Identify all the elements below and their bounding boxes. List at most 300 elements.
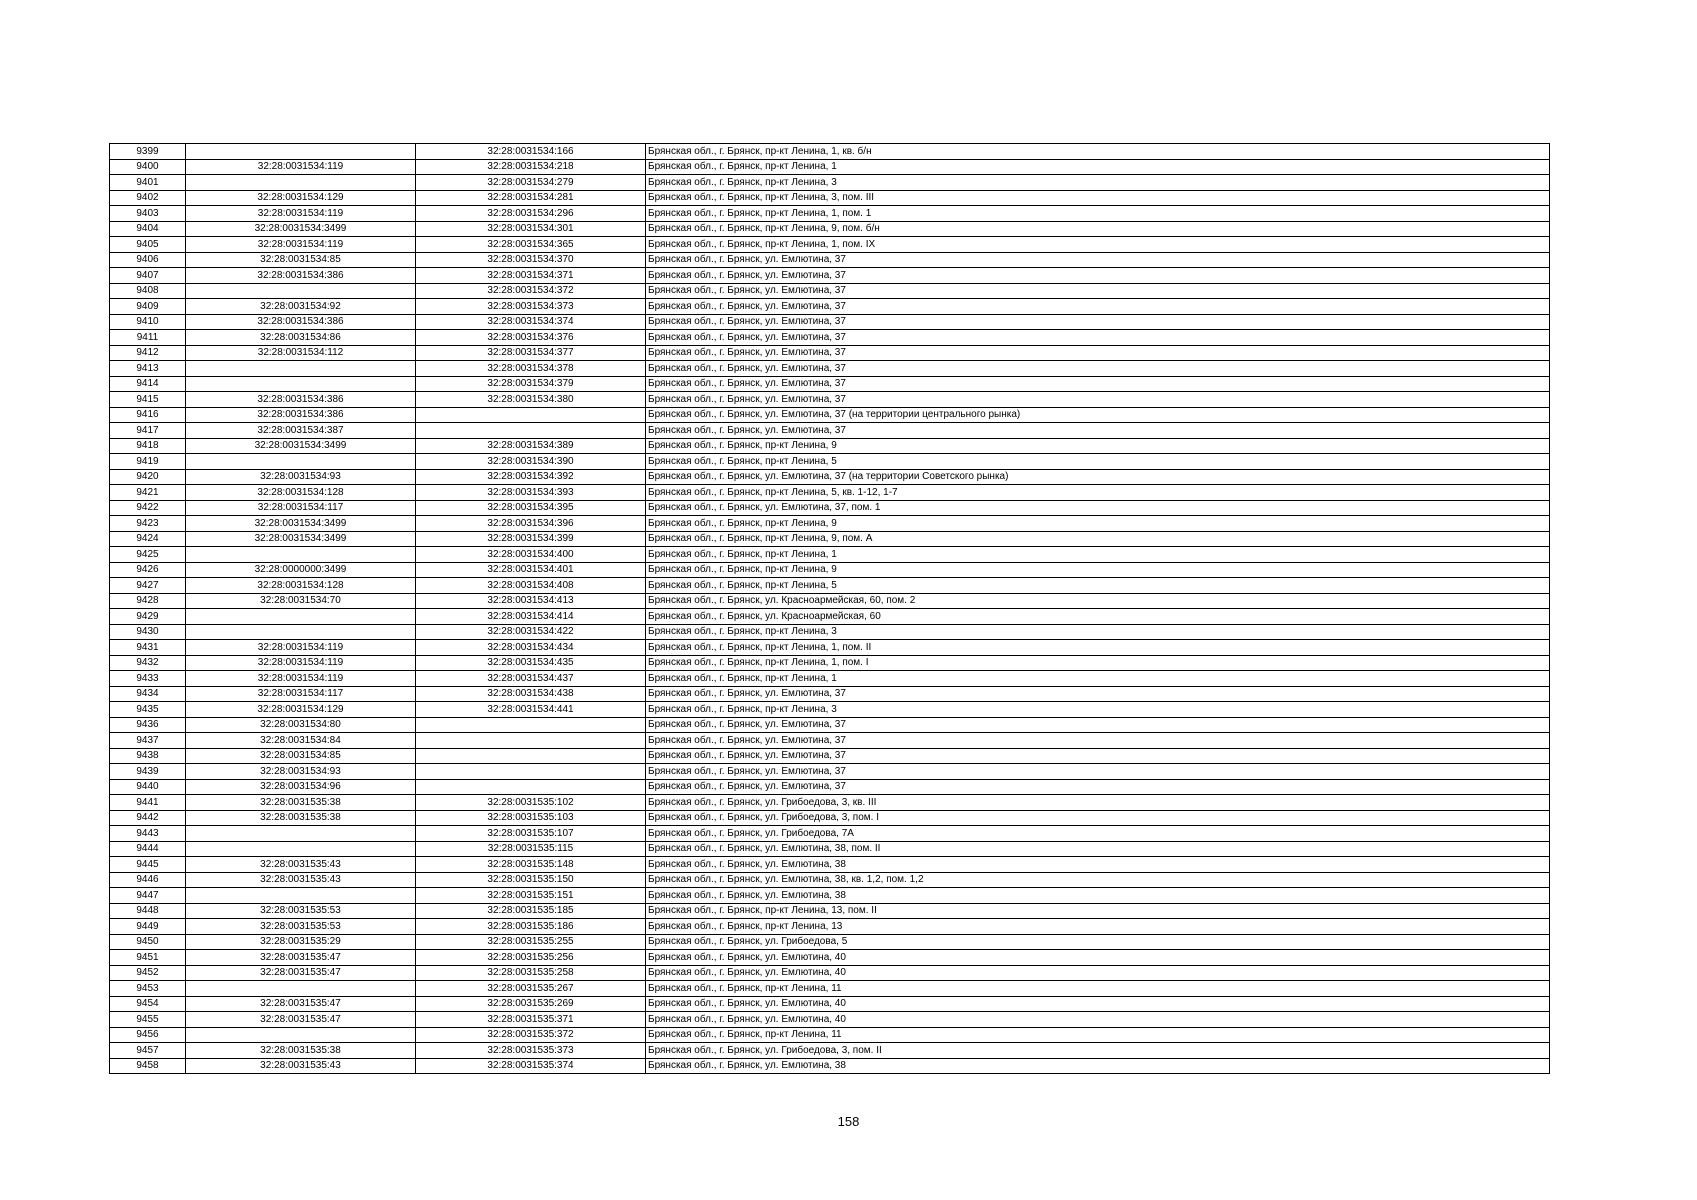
table-row bbox=[110, 919, 1550, 935]
address-cell: Брянская обл., г. Брянск, ул. Емлютина, 37 bbox=[646, 299, 1550, 315]
address-cell: Брянская обл., г. Брянск, ул. Емлютина, 37 bbox=[646, 268, 1550, 284]
row-number-cell: 9404 bbox=[110, 221, 186, 237]
table-row bbox=[110, 702, 1550, 718]
cadastral-number-cell bbox=[416, 733, 646, 749]
row-number-cell: 9405 bbox=[110, 237, 186, 253]
row-number-cell: 9457 bbox=[110, 1043, 186, 1059]
address-cell: Брянская обл., г. Брянск, ул. Емлютина, 37 bbox=[646, 733, 1550, 749]
row-number-cell: 9435 bbox=[110, 702, 186, 718]
row-number-cell: 9447 bbox=[110, 888, 186, 904]
row-number-cell: 9410 bbox=[110, 314, 186, 330]
table-row bbox=[110, 841, 1550, 857]
row-number-cell: 9425 bbox=[110, 547, 186, 563]
cadastral-number-cell: 32:28:0031534:301 bbox=[416, 221, 646, 237]
address-cell: Брянская обл., г. Брянск, ул. Емлютина, 37 (на территории Советского рынка) bbox=[646, 469, 1550, 485]
row-number-cell: 9456 bbox=[110, 1027, 186, 1043]
parent-cadastral-number-cell: 32:28:0031534:85 bbox=[186, 748, 416, 764]
parent-cadastral-number-cell: 32:28:0031534:386 bbox=[186, 268, 416, 284]
row-number-cell: 9430 bbox=[110, 624, 186, 640]
parent-cadastral-number-cell bbox=[186, 841, 416, 857]
cadastral-number-cell: 32:28:0031534:441 bbox=[416, 702, 646, 718]
parent-cadastral-number-cell: 32:28:0031534:3499 bbox=[186, 531, 416, 547]
table-row bbox=[110, 562, 1550, 578]
table-row bbox=[110, 686, 1550, 702]
address-cell: Брянская обл., г. Брянск, пр-кт Ленина, 1, кв. б/н bbox=[646, 144, 1550, 160]
cadastral-number-cell: 32:28:0031534:377 bbox=[416, 345, 646, 361]
row-number-cell: 9436 bbox=[110, 717, 186, 733]
parent-cadastral-number-cell: 32:28:0031534:386 bbox=[186, 392, 416, 408]
table-row bbox=[110, 733, 1550, 749]
parent-cadastral-number-cell: 32:28:0031534:119 bbox=[186, 655, 416, 671]
row-number-cell: 9400 bbox=[110, 159, 186, 175]
table-row bbox=[110, 392, 1550, 408]
address-cell: Брянская обл., г. Брянск, ул. Красноармейская, 60, пом. 2 bbox=[646, 593, 1550, 609]
row-number-cell: 9417 bbox=[110, 423, 186, 439]
cadastral-number-cell: 32:28:0031534:438 bbox=[416, 686, 646, 702]
parent-cadastral-number-cell: 32:28:0031534:386 bbox=[186, 314, 416, 330]
cadastral-number-cell bbox=[416, 407, 646, 423]
table-row bbox=[110, 144, 1550, 160]
address-cell: Брянская обл., г. Брянск, ул. Емлютина, 37 bbox=[646, 330, 1550, 346]
table-row bbox=[110, 454, 1550, 470]
table-row bbox=[110, 407, 1550, 423]
address-cell: Брянская обл., г. Брянск, ул. Емлютина, 37 bbox=[646, 717, 1550, 733]
table-row bbox=[110, 857, 1550, 873]
address-cell: Брянская обл., г. Брянск, пр-кт Ленина, 3, пом. III bbox=[646, 190, 1550, 206]
parent-cadastral-number-cell: 32:28:0031534:86 bbox=[186, 330, 416, 346]
address-cell: Брянская обл., г. Брянск, ул. Емлютина, 37 (на территории центрального рынка) bbox=[646, 407, 1550, 423]
address-cell: Брянская обл., г. Брянск, ул. Емлютина, 37 bbox=[646, 283, 1550, 299]
row-number-cell: 9403 bbox=[110, 206, 186, 222]
table-row bbox=[110, 438, 1550, 454]
address-cell: Брянская обл., г. Брянск, ул. Емлютина, 40 bbox=[646, 996, 1550, 1012]
parent-cadastral-number-cell: 32:28:0031534:128 bbox=[186, 485, 416, 501]
cadastral-number-cell: 32:28:0031535:267 bbox=[416, 981, 646, 997]
address-cell: Брянская обл., г. Брянск, ул. Красноармейская, 60 bbox=[646, 609, 1550, 625]
table-row bbox=[110, 206, 1550, 222]
parent-cadastral-number-cell bbox=[186, 1027, 416, 1043]
parent-cadastral-number-cell: 32:28:0031534:387 bbox=[186, 423, 416, 439]
cadastral-number-cell: 32:28:0031535:186 bbox=[416, 919, 646, 935]
cadastral-number-cell: 32:28:0031534:437 bbox=[416, 671, 646, 687]
row-number-cell: 9402 bbox=[110, 190, 186, 206]
parent-cadastral-number-cell: 32:28:0031535:53 bbox=[186, 919, 416, 935]
cadastral-number-cell: 32:28:0031534:393 bbox=[416, 485, 646, 501]
cadastral-number-cell: 32:28:0031534:389 bbox=[416, 438, 646, 454]
row-number-cell: 9455 bbox=[110, 1012, 186, 1028]
table-row bbox=[110, 764, 1550, 780]
table-row bbox=[110, 640, 1550, 656]
cadastral-number-cell: 32:28:0031535:258 bbox=[416, 965, 646, 981]
cadastral-number-cell: 32:28:0031534:413 bbox=[416, 593, 646, 609]
address-cell: Брянская обл., г. Брянск, пр-кт Ленина, 9, пом. б/н bbox=[646, 221, 1550, 237]
address-cell: Брянская обл., г. Брянск, ул. Емлютина, 37 bbox=[646, 252, 1550, 268]
parent-cadastral-number-cell: 32:28:0031535:43 bbox=[186, 1058, 416, 1074]
parent-cadastral-number-cell: 32:28:0031534:119 bbox=[186, 159, 416, 175]
cadastral-number-cell: 32:28:0031534:378 bbox=[416, 361, 646, 377]
table-body bbox=[110, 144, 1550, 1074]
row-number-cell: 9422 bbox=[110, 500, 186, 516]
parent-cadastral-number-cell bbox=[186, 454, 416, 470]
row-number-cell: 9442 bbox=[110, 810, 186, 826]
address-cell: Брянская обл., г. Брянск, ул. Грибоедова, 3, кв. III bbox=[646, 795, 1550, 811]
cadastral-number-cell: 32:28:0031534:218 bbox=[416, 159, 646, 175]
cadastral-number-cell: 32:28:0031535:102 bbox=[416, 795, 646, 811]
table-row bbox=[110, 748, 1550, 764]
address-cell: Брянская обл., г. Брянск, ул. Емлютина, 37 bbox=[646, 392, 1550, 408]
address-cell: Брянская обл., г. Брянск, пр-кт Ленина, 1, пом. II bbox=[646, 640, 1550, 656]
row-number-cell: 9446 bbox=[110, 872, 186, 888]
parent-cadastral-number-cell: 32:28:0031534:84 bbox=[186, 733, 416, 749]
cadastral-number-cell: 32:28:0031534:422 bbox=[416, 624, 646, 640]
cadastral-number-cell: 32:28:0031534:376 bbox=[416, 330, 646, 346]
address-cell: Брянская обл., г. Брянск, ул. Емлютина, 37 bbox=[646, 345, 1550, 361]
row-number-cell: 9418 bbox=[110, 438, 186, 454]
address-cell: Брянская обл., г. Брянск, пр-кт Ленина, 3 bbox=[646, 624, 1550, 640]
parent-cadastral-number-cell: 32:28:0031535:38 bbox=[186, 810, 416, 826]
parent-cadastral-number-cell: 32:28:0031534:80 bbox=[186, 717, 416, 733]
row-number-cell: 9440 bbox=[110, 779, 186, 795]
parent-cadastral-number-cell: 32:28:0031534:92 bbox=[186, 299, 416, 315]
row-number-cell: 9424 bbox=[110, 531, 186, 547]
address-cell: Брянская обл., г. Брянск, пр-кт Ленина, 1 bbox=[646, 671, 1550, 687]
cadastral-number-cell: 32:28:0031534:373 bbox=[416, 299, 646, 315]
parent-cadastral-number-cell: 32:28:0031534:119 bbox=[186, 640, 416, 656]
parent-cadastral-number-cell bbox=[186, 888, 416, 904]
table-row bbox=[110, 159, 1550, 175]
parent-cadastral-number-cell: 32:28:0031535:43 bbox=[186, 857, 416, 873]
table-row bbox=[110, 826, 1550, 842]
row-number-cell: 9451 bbox=[110, 950, 186, 966]
address-cell: Брянская обл., г. Брянск, пр-кт Ленина, 5 bbox=[646, 454, 1550, 470]
parent-cadastral-number-cell bbox=[186, 624, 416, 640]
row-number-cell: 9441 bbox=[110, 795, 186, 811]
row-number-cell: 9409 bbox=[110, 299, 186, 315]
cadastral-number-cell: 32:28:0031534:296 bbox=[416, 206, 646, 222]
parent-cadastral-number-cell bbox=[186, 981, 416, 997]
cadastral-number-cell: 32:28:0031534:395 bbox=[416, 500, 646, 516]
table-row bbox=[110, 314, 1550, 330]
address-cell: Брянская обл., г. Брянск, ул. Емлютина, 37, пом. 1 bbox=[646, 500, 1550, 516]
address-cell: Брянская обл., г. Брянск, пр-кт Ленина, 9 bbox=[646, 562, 1550, 578]
table-row bbox=[110, 578, 1550, 594]
parent-cadastral-number-cell: 32:28:0031534:386 bbox=[186, 407, 416, 423]
address-cell: Брянская обл., г. Брянск, ул. Емлютина, 38 bbox=[646, 1058, 1550, 1074]
cadastral-number-cell: 32:28:0031535:255 bbox=[416, 934, 646, 950]
address-cell: Брянская обл., г. Брянск, пр-кт Ленина, 11 bbox=[646, 981, 1550, 997]
parent-cadastral-number-cell bbox=[186, 547, 416, 563]
row-number-cell: 9438 bbox=[110, 748, 186, 764]
cadastral-number-cell: 32:28:0031535:148 bbox=[416, 857, 646, 873]
address-cell: Брянская обл., г. Брянск, ул. Емлютина, 37 bbox=[646, 764, 1550, 780]
row-number-cell: 9428 bbox=[110, 593, 186, 609]
parent-cadastral-number-cell bbox=[186, 609, 416, 625]
address-cell: Брянская обл., г. Брянск, ул. Грибоедова, 3, пом. I bbox=[646, 810, 1550, 826]
row-number-cell: 9453 bbox=[110, 981, 186, 997]
row-number-cell: 9439 bbox=[110, 764, 186, 780]
table-row bbox=[110, 268, 1550, 284]
row-number-cell: 9420 bbox=[110, 469, 186, 485]
table-row bbox=[110, 1027, 1550, 1043]
cadastral-number-cell: 32:28:0031534:281 bbox=[416, 190, 646, 206]
address-cell: Брянская обл., г. Брянск, ул. Емлютина, 38, пом. II bbox=[646, 841, 1550, 857]
row-number-cell: 9399 bbox=[110, 144, 186, 160]
cadastral-number-cell: 32:28:0031534:396 bbox=[416, 516, 646, 532]
table-row bbox=[110, 221, 1550, 237]
cadastral-number-cell bbox=[416, 748, 646, 764]
row-number-cell: 9431 bbox=[110, 640, 186, 656]
address-cell: Брянская обл., г. Брянск, ул. Емлютина, 37 bbox=[646, 423, 1550, 439]
address-cell: Брянская обл., г. Брянск, пр-кт Ленина, 5, кв. 1-12, 1-7 bbox=[646, 485, 1550, 501]
row-number-cell: 9406 bbox=[110, 252, 186, 268]
cadastral-number-cell: 32:28:0031535:371 bbox=[416, 1012, 646, 1028]
row-number-cell: 9432 bbox=[110, 655, 186, 671]
row-number-cell: 9434 bbox=[110, 686, 186, 702]
row-number-cell: 9411 bbox=[110, 330, 186, 346]
cadastral-number-cell: 32:28:0031534:371 bbox=[416, 268, 646, 284]
address-cell: Брянская обл., г. Брянск, пр-кт Ленина, 3 bbox=[646, 702, 1550, 718]
row-number-cell: 9423 bbox=[110, 516, 186, 532]
table-row bbox=[110, 531, 1550, 547]
table-row bbox=[110, 779, 1550, 795]
cadastral-number-cell bbox=[416, 717, 646, 733]
parent-cadastral-number-cell bbox=[186, 175, 416, 191]
row-number-cell: 9444 bbox=[110, 841, 186, 857]
address-cell: Брянская обл., г. Брянск, ул. Емлютина, 37 bbox=[646, 376, 1550, 392]
cadastral-number-cell: 32:28:0031535:373 bbox=[416, 1043, 646, 1059]
row-number-cell: 9450 bbox=[110, 934, 186, 950]
address-cell: Брянская обл., г. Брянск, пр-кт Ленина, 1, пом. 1 bbox=[646, 206, 1550, 222]
address-cell: Брянская обл., г. Брянск, ул. Емлютина, 37 bbox=[646, 686, 1550, 702]
address-cell: Брянская обл., г. Брянск, пр-кт Ленина, 13, пом. II bbox=[646, 903, 1550, 919]
table-row bbox=[110, 888, 1550, 904]
cadastral-number-cell: 32:28:0031534:365 bbox=[416, 237, 646, 253]
row-number-cell: 9427 bbox=[110, 578, 186, 594]
cadastral-number-cell: 32:28:0031534:400 bbox=[416, 547, 646, 563]
parent-cadastral-number-cell: 32:28:0031534:112 bbox=[186, 345, 416, 361]
row-number-cell: 9401 bbox=[110, 175, 186, 191]
row-number-cell: 9443 bbox=[110, 826, 186, 842]
address-cell: Брянская обл., г. Брянск, ул. Емлютина, 40 bbox=[646, 965, 1550, 981]
parent-cadastral-number-cell bbox=[186, 376, 416, 392]
parent-cadastral-number-cell: 32:28:0031535:38 bbox=[186, 1043, 416, 1059]
cadastral-number-cell: 32:28:0031534:374 bbox=[416, 314, 646, 330]
table-row bbox=[110, 345, 1550, 361]
parent-cadastral-number-cell: 32:28:0031534:3499 bbox=[186, 221, 416, 237]
address-cell: Брянская обл., г. Брянск, пр-кт Ленина, 1, пом. I bbox=[646, 655, 1550, 671]
row-number-cell: 9452 bbox=[110, 965, 186, 981]
cadastral-number-cell: 32:28:0031535:269 bbox=[416, 996, 646, 1012]
cadastral-number-cell: 32:28:0031535:185 bbox=[416, 903, 646, 919]
address-cell: Брянская обл., г. Брянск, ул. Емлютина, 38 bbox=[646, 888, 1550, 904]
parent-cadastral-number-cell: 32:28:0031534:96 bbox=[186, 779, 416, 795]
table-row bbox=[110, 609, 1550, 625]
parent-cadastral-number-cell: 32:28:0031534:93 bbox=[186, 764, 416, 780]
table-row bbox=[110, 950, 1550, 966]
row-number-cell: 9445 bbox=[110, 857, 186, 873]
table-row bbox=[110, 361, 1550, 377]
cadastral-number-cell: 32:28:0031534:380 bbox=[416, 392, 646, 408]
table-row bbox=[110, 485, 1550, 501]
cadastral-number-cell bbox=[416, 423, 646, 439]
row-number-cell: 9454 bbox=[110, 996, 186, 1012]
row-number-cell: 9433 bbox=[110, 671, 186, 687]
parent-cadastral-number-cell: 32:28:0031535:47 bbox=[186, 950, 416, 966]
parent-cadastral-number-cell: 32:28:0031534:3499 bbox=[186, 516, 416, 532]
table-row bbox=[110, 795, 1550, 811]
table-row bbox=[110, 516, 1550, 532]
address-cell: Брянская обл., г. Брянск, пр-кт Ленина, 11 bbox=[646, 1027, 1550, 1043]
parent-cadastral-number-cell: 32:28:0031535:47 bbox=[186, 965, 416, 981]
address-cell: Брянская обл., г. Брянск, пр-кт Ленина, 1 bbox=[646, 159, 1550, 175]
address-cell: Брянская обл., г. Брянск, пр-кт Ленина, 1 bbox=[646, 547, 1550, 563]
address-cell: Брянская обл., г. Брянск, пр-кт Ленина, 13 bbox=[646, 919, 1550, 935]
table-row bbox=[110, 469, 1550, 485]
parent-cadastral-number-cell: 32:28:0031534:129 bbox=[186, 702, 416, 718]
cadastral-number-cell: 32:28:0031535:107 bbox=[416, 826, 646, 842]
table-row bbox=[110, 903, 1550, 919]
table-row bbox=[110, 423, 1550, 439]
parent-cadastral-number-cell: 32:28:0031534:70 bbox=[186, 593, 416, 609]
cadastral-number-cell: 32:28:0031534:279 bbox=[416, 175, 646, 191]
parent-cadastral-number-cell: 32:28:0031535:53 bbox=[186, 903, 416, 919]
parent-cadastral-number-cell: 32:28:0031534:3499 bbox=[186, 438, 416, 454]
cadastral-number-cell: 32:28:0031535:150 bbox=[416, 872, 646, 888]
row-number-cell: 9426 bbox=[110, 562, 186, 578]
table-row bbox=[110, 1043, 1550, 1059]
parent-cadastral-number-cell: 32:28:0031534:117 bbox=[186, 500, 416, 516]
parent-cadastral-number-cell: 32:28:0031534:128 bbox=[186, 578, 416, 594]
cadastral-number-cell: 32:28:0031535:372 bbox=[416, 1027, 646, 1043]
table-row bbox=[110, 593, 1550, 609]
address-cell: Брянская обл., г. Брянск, ул. Емлютина, 38 bbox=[646, 857, 1550, 873]
parent-cadastral-number-cell bbox=[186, 826, 416, 842]
table-row bbox=[110, 1012, 1550, 1028]
cadastral-number-cell: 32:28:0031534:435 bbox=[416, 655, 646, 671]
parent-cadastral-number-cell bbox=[186, 283, 416, 299]
cadastral-number-cell: 32:28:0031535:103 bbox=[416, 810, 646, 826]
table-row bbox=[110, 237, 1550, 253]
row-number-cell: 9414 bbox=[110, 376, 186, 392]
address-cell: Брянская обл., г. Брянск, ул. Емлютина, 37 bbox=[646, 314, 1550, 330]
parent-cadastral-number-cell: 32:28:0031534:119 bbox=[186, 237, 416, 253]
address-cell: Брянская обл., г. Брянск, ул. Грибоедова, 7А bbox=[646, 826, 1550, 842]
row-number-cell: 9458 bbox=[110, 1058, 186, 1074]
row-number-cell: 9413 bbox=[110, 361, 186, 377]
cadastral-table bbox=[109, 143, 1550, 1074]
parent-cadastral-number-cell bbox=[186, 361, 416, 377]
table-row bbox=[110, 996, 1550, 1012]
table-row bbox=[110, 299, 1550, 315]
parent-cadastral-number-cell: 32:28:0031535:38 bbox=[186, 795, 416, 811]
parent-cadastral-number-cell bbox=[186, 144, 416, 160]
cadastral-number-cell: 32:28:0031534:379 bbox=[416, 376, 646, 392]
address-cell: Брянская обл., г. Брянск, пр-кт Ленина, 1, пом. IX bbox=[646, 237, 1550, 253]
table-row bbox=[110, 655, 1550, 671]
parent-cadastral-number-cell: 32:28:0031534:117 bbox=[186, 686, 416, 702]
cadastral-number-cell: 32:28:0031535:115 bbox=[416, 841, 646, 857]
table-row bbox=[110, 283, 1550, 299]
cadastral-number-cell: 32:28:0031534:401 bbox=[416, 562, 646, 578]
cadastral-number-cell: 32:28:0031534:414 bbox=[416, 609, 646, 625]
cadastral-number-cell: 32:28:0031535:374 bbox=[416, 1058, 646, 1074]
cadastral-number-cell: 32:28:0031534:390 bbox=[416, 454, 646, 470]
table-row bbox=[110, 872, 1550, 888]
parent-cadastral-number-cell: 32:28:0031535:47 bbox=[186, 1012, 416, 1028]
address-cell: Брянская обл., г. Брянск, ул. Емлютина, 40 bbox=[646, 1012, 1550, 1028]
parent-cadastral-number-cell: 32:28:0031534:119 bbox=[186, 206, 416, 222]
cadastral-number-cell: 32:28:0031535:256 bbox=[416, 950, 646, 966]
table-row bbox=[110, 252, 1550, 268]
address-cell: Брянская обл., г. Брянск, ул. Емлютина, 38, кв. 1,2, пом. 1,2 bbox=[646, 872, 1550, 888]
page-number: 158 bbox=[837, 1114, 860, 1129]
row-number-cell: 9412 bbox=[110, 345, 186, 361]
row-number-cell: 9449 bbox=[110, 919, 186, 935]
address-cell: Брянская обл., г. Брянск, пр-кт Ленина, 9 bbox=[646, 438, 1550, 454]
table-row bbox=[110, 965, 1550, 981]
address-cell: Брянская обл., г. Брянск, пр-кт Ленина, 9 bbox=[646, 516, 1550, 532]
parent-cadastral-number-cell: 32:28:0031534:129 bbox=[186, 190, 416, 206]
row-number-cell: 9407 bbox=[110, 268, 186, 284]
table-row bbox=[110, 810, 1550, 826]
cadastral-number-cell: 32:28:0031534:408 bbox=[416, 578, 646, 594]
table-row bbox=[110, 671, 1550, 687]
address-cell: Брянская обл., г. Брянск, пр-кт Ленина, 3 bbox=[646, 175, 1550, 191]
address-cell: Брянская обл., г. Брянск, пр-кт Ленина, 9, пом. А bbox=[646, 531, 1550, 547]
parent-cadastral-number-cell: 32:28:0031534:85 bbox=[186, 252, 416, 268]
parent-cadastral-number-cell: 32:28:0031534:93 bbox=[186, 469, 416, 485]
address-cell: Брянская обл., г. Брянск, ул. Грибоедова, 3, пом. II bbox=[646, 1043, 1550, 1059]
table-row bbox=[110, 1058, 1550, 1074]
row-number-cell: 9448 bbox=[110, 903, 186, 919]
address-cell: Брянская обл., г. Брянск, ул. Грибоедова, 5 bbox=[646, 934, 1550, 950]
row-number-cell: 9421 bbox=[110, 485, 186, 501]
address-cell: Брянская обл., г. Брянск, ул. Емлютина, 37 bbox=[646, 361, 1550, 377]
table-row bbox=[110, 934, 1550, 950]
table-row bbox=[110, 330, 1550, 346]
table-row bbox=[110, 500, 1550, 516]
address-cell: Брянская обл., г. Брянск, ул. Емлютина, 37 bbox=[646, 748, 1550, 764]
table-row bbox=[110, 547, 1550, 563]
parent-cadastral-number-cell: 32:28:0000000:3499 bbox=[186, 562, 416, 578]
row-number-cell: 9437 bbox=[110, 733, 186, 749]
cadastral-number-cell: 32:28:0031534:370 bbox=[416, 252, 646, 268]
parent-cadastral-number-cell: 32:28:0031535:29 bbox=[186, 934, 416, 950]
row-number-cell: 9416 bbox=[110, 407, 186, 423]
cadastral-number-cell bbox=[416, 779, 646, 795]
address-cell: Брянская обл., г. Брянск, ул. Емлютина, 37 bbox=[646, 779, 1550, 795]
row-number-cell: 9429 bbox=[110, 609, 186, 625]
cadastral-number-cell: 32:28:0031534:166 bbox=[416, 144, 646, 160]
parent-cadastral-number-cell: 32:28:0031534:119 bbox=[186, 671, 416, 687]
cadastral-number-cell: 32:28:0031534:372 bbox=[416, 283, 646, 299]
cadastral-number-cell: 32:28:0031535:151 bbox=[416, 888, 646, 904]
table-row bbox=[110, 624, 1550, 640]
address-cell: Брянская обл., г. Брянск, пр-кт Ленина, 5 bbox=[646, 578, 1550, 594]
row-number-cell: 9408 bbox=[110, 283, 186, 299]
cadastral-number-cell bbox=[416, 764, 646, 780]
parent-cadastral-number-cell: 32:28:0031535:43 bbox=[186, 872, 416, 888]
cadastral-number-cell: 32:28:0031534:399 bbox=[416, 531, 646, 547]
table-row bbox=[110, 981, 1550, 997]
row-number-cell: 9419 bbox=[110, 454, 186, 470]
table-row bbox=[110, 376, 1550, 392]
address-cell: Брянская обл., г. Брянск, ул. Емлютина, 40 bbox=[646, 950, 1550, 966]
table-row bbox=[110, 717, 1550, 733]
table-row bbox=[110, 175, 1550, 191]
cadastral-number-cell: 32:28:0031534:392 bbox=[416, 469, 646, 485]
parent-cadastral-number-cell: 32:28:0031535:47 bbox=[186, 996, 416, 1012]
